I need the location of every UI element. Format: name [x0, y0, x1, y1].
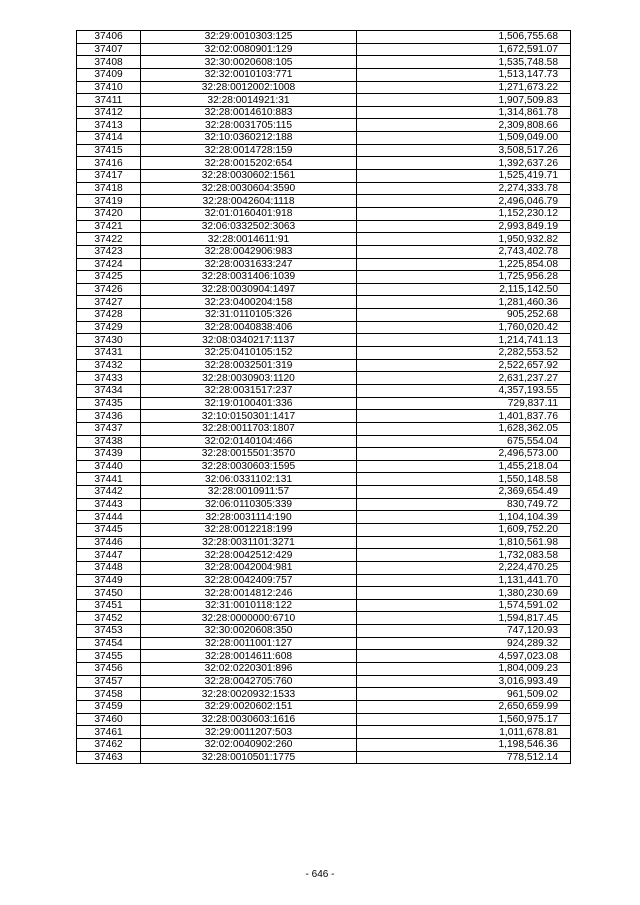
- row-number-cell: 37450: [77, 587, 141, 600]
- cadastral-number-cell: 32:29:0020602:151: [141, 700, 357, 713]
- cadastral-number-cell: 32:28:0014611:91: [141, 233, 357, 246]
- row-number-cell: 37430: [77, 334, 141, 347]
- table-row: [77, 347, 571, 360]
- amount-cell: 3,508,517.26: [357, 144, 571, 157]
- row-number-cell: 37435: [77, 397, 141, 410]
- page-number: - 646 -: [305, 869, 335, 880]
- table-row: [77, 283, 571, 296]
- amount-cell: 1,104,104.39: [357, 511, 571, 524]
- amount-cell: 1,314,861.78: [357, 106, 571, 119]
- row-number-cell: 37441: [77, 473, 141, 486]
- cadastral-number-cell: 32:28:0011703:1807: [141, 422, 357, 435]
- amount-cell: 1,152,230.12: [357, 207, 571, 220]
- table-row: [77, 473, 571, 486]
- cadastral-number-cell: 32:28:0030603:1616: [141, 713, 357, 726]
- amount-cell: 2,224,470.25: [357, 561, 571, 574]
- amount-cell: 1,271,673.22: [357, 81, 571, 94]
- row-number-cell: 37459: [77, 700, 141, 713]
- table-row: [77, 523, 571, 536]
- row-number-cell: 37433: [77, 372, 141, 385]
- row-number-cell: 37428: [77, 309, 141, 322]
- cadastral-number-cell: 32:28:0042409:757: [141, 574, 357, 587]
- row-number-cell: 37412: [77, 106, 141, 119]
- table-row: [77, 498, 571, 511]
- table-row: [77, 68, 571, 81]
- cadastral-number-cell: 32:28:0014921:31: [141, 94, 357, 107]
- row-number-cell: 37437: [77, 422, 141, 435]
- amount-cell: 1,550,148.58: [357, 473, 571, 486]
- row-number-cell: 37438: [77, 435, 141, 448]
- row-number-cell: 37436: [77, 410, 141, 423]
- amount-cell: 675,554.04: [357, 435, 571, 448]
- table-row: [77, 738, 571, 751]
- amount-cell: 2,369,654.49: [357, 486, 571, 499]
- row-number-cell: 37458: [77, 688, 141, 701]
- amount-cell: 1,281,460.36: [357, 296, 571, 309]
- row-number-cell: 37419: [77, 195, 141, 208]
- row-number-cell: 37449: [77, 574, 141, 587]
- cadastral-number-cell: 32:28:0010501:1775: [141, 751, 357, 764]
- cadastral-number-cell: 32:06:0110305:339: [141, 498, 357, 511]
- table-row: [77, 587, 571, 600]
- amount-cell: 2,496,046.79: [357, 195, 571, 208]
- amount-cell: 2,496,573.00: [357, 448, 571, 461]
- cadastral-number-cell: 32:08:0340217:1137: [141, 334, 357, 347]
- row-number-cell: 37417: [77, 170, 141, 183]
- amount-cell: 1,509,049.00: [357, 132, 571, 145]
- table-row: [77, 31, 571, 44]
- row-number-cell: 37444: [77, 511, 141, 524]
- table-row: [77, 195, 571, 208]
- table-row: [77, 321, 571, 334]
- cadastral-number-cell: 32:01:0160401:918: [141, 207, 357, 220]
- table-row: [77, 663, 571, 676]
- cadastral-number-cell: 32:28:0010911:57: [141, 486, 357, 499]
- table-row: [77, 81, 571, 94]
- cadastral-number-cell: 32:28:0042512:429: [141, 549, 357, 562]
- row-number-cell: 37432: [77, 359, 141, 372]
- row-number-cell: 37455: [77, 650, 141, 663]
- row-number-cell: 37448: [77, 561, 141, 574]
- cadastral-number-cell: 32:32:0010103:771: [141, 68, 357, 81]
- amount-cell: 2,282,553.52: [357, 347, 571, 360]
- amount-cell: 1,214,741.13: [357, 334, 571, 347]
- row-number-cell: 37460: [77, 713, 141, 726]
- amount-cell: 3,016,993.49: [357, 675, 571, 688]
- cadastral-number-cell: 32:02:0080901:129: [141, 43, 357, 56]
- table-row: [77, 132, 571, 145]
- amount-cell: 2,274,333.78: [357, 182, 571, 195]
- cadastral-number-cell: 32:30:0020608:350: [141, 625, 357, 638]
- cadastral-number-cell: 32:28:0042004:981: [141, 561, 357, 574]
- table-row: [77, 448, 571, 461]
- amount-cell: 2,631,237.27: [357, 372, 571, 385]
- cadastral-number-cell: 32:28:0011001:127: [141, 637, 357, 650]
- row-number-cell: 37423: [77, 245, 141, 258]
- amount-cell: 1,525,419.71: [357, 170, 571, 183]
- table-row: [77, 170, 571, 183]
- table-row: [77, 372, 571, 385]
- table-row: [77, 359, 571, 372]
- amount-cell: 1,804,009.23: [357, 663, 571, 676]
- table-row: [77, 561, 571, 574]
- amount-cell: 1,628,362.05: [357, 422, 571, 435]
- cadastral-number-cell: 32:06:0331102:131: [141, 473, 357, 486]
- row-number-cell: 37452: [77, 612, 141, 625]
- row-number-cell: 37454: [77, 637, 141, 650]
- cadastral-number-cell: 32:28:0031517:237: [141, 384, 357, 397]
- cadastral-number-cell: 32:28:0031101:3271: [141, 536, 357, 549]
- row-number-cell: 37407: [77, 43, 141, 56]
- cadastral-number-cell: 32:28:0030603:1595: [141, 460, 357, 473]
- row-number-cell: 37418: [77, 182, 141, 195]
- cadastral-number-cell: 32:28:0031406:1039: [141, 271, 357, 284]
- row-number-cell: 37447: [77, 549, 141, 562]
- row-number-cell: 37421: [77, 220, 141, 233]
- table-row: [77, 726, 571, 739]
- data-table-body: [77, 31, 571, 764]
- row-number-cell: 37445: [77, 523, 141, 536]
- cadastral-number-cell: 32:02:0220301:896: [141, 663, 357, 676]
- row-number-cell: 37426: [77, 283, 141, 296]
- table-row: [77, 410, 571, 423]
- cadastral-number-cell: 32:10:0150301:1417: [141, 410, 357, 423]
- cadastral-number-cell: 32:28:0014611:608: [141, 650, 357, 663]
- amount-cell: 1,380,230.69: [357, 587, 571, 600]
- table-row: [77, 700, 571, 713]
- table-row: [77, 182, 571, 195]
- table-row: [77, 688, 571, 701]
- row-number-cell: 37424: [77, 258, 141, 271]
- amount-cell: 2,650,659.99: [357, 700, 571, 713]
- amount-cell: 2,522,657.92: [357, 359, 571, 372]
- table-row: [77, 612, 571, 625]
- cadastral-number-cell: 32:28:0030904:1497: [141, 283, 357, 296]
- amount-cell: 1,609,752.20: [357, 523, 571, 536]
- amount-cell: 1,131,441.70: [357, 574, 571, 587]
- amount-cell: 1,760,020.42: [357, 321, 571, 334]
- amount-cell: 1,455,218.04: [357, 460, 571, 473]
- table-row: [77, 334, 571, 347]
- table-row: [77, 220, 571, 233]
- table-row: [77, 119, 571, 132]
- amount-cell: 2,309,808.66: [357, 119, 571, 132]
- row-number-cell: 37409: [77, 68, 141, 81]
- row-number-cell: 37413: [77, 119, 141, 132]
- data-table-container: [76, 30, 570, 764]
- amount-cell: 1,513,147.73: [357, 68, 571, 81]
- amount-cell: 924,289.32: [357, 637, 571, 650]
- cadastral-number-cell: 32:19:0100401:336: [141, 397, 357, 410]
- table-row: [77, 435, 571, 448]
- table-row: [77, 258, 571, 271]
- row-number-cell: 37443: [77, 498, 141, 511]
- cadastral-number-cell: 32:28:0000000:6710: [141, 612, 357, 625]
- table-row: [77, 94, 571, 107]
- table-row: [77, 43, 571, 56]
- cadastral-number-cell: 32:28:0012002:1008: [141, 81, 357, 94]
- cadastral-number-cell: 32:23:0400204:158: [141, 296, 357, 309]
- cadastral-number-cell: 32:29:0011207:503: [141, 726, 357, 739]
- table-row: [77, 751, 571, 764]
- table-row: [77, 271, 571, 284]
- cadastral-number-cell: 32:28:0042604:1118: [141, 195, 357, 208]
- cadastral-number-cell: 32:28:0042906:983: [141, 245, 357, 258]
- row-number-cell: 37408: [77, 56, 141, 69]
- amount-cell: 1,810,561.98: [357, 536, 571, 549]
- table-row: [77, 422, 571, 435]
- cadastral-number-cell: 32:28:0015202:654: [141, 157, 357, 170]
- cadastral-number-cell: 32:28:0020932:1533: [141, 688, 357, 701]
- cadastral-number-cell: 32:02:0140104:466: [141, 435, 357, 448]
- cadastral-number-cell: 32:28:0040838:406: [141, 321, 357, 334]
- cadastral-number-cell: 32:28:0031705:115: [141, 119, 357, 132]
- table-row: [77, 384, 571, 397]
- amount-cell: 961,509.02: [357, 688, 571, 701]
- amount-cell: 1,574,591.02: [357, 599, 571, 612]
- row-number-cell: 37456: [77, 663, 141, 676]
- cadastral-number-cell: 32:28:0030903:1120: [141, 372, 357, 385]
- amount-cell: 729,837.11: [357, 397, 571, 410]
- amount-cell: 1,594,817.45: [357, 612, 571, 625]
- cadastral-number-cell: 32:28:0014728:159: [141, 144, 357, 157]
- table-row: [77, 637, 571, 650]
- table-row: [77, 599, 571, 612]
- cadastral-number-cell: 32:10:0360212:188: [141, 132, 357, 145]
- amount-cell: 1,672,591.07: [357, 43, 571, 56]
- cadastral-number-cell: 32:28:0042705:760: [141, 675, 357, 688]
- amount-cell: 2,743,402.78: [357, 245, 571, 258]
- row-number-cell: 37414: [77, 132, 141, 145]
- row-number-cell: 37425: [77, 271, 141, 284]
- amount-cell: 1,725,956.28: [357, 271, 571, 284]
- row-number-cell: 37429: [77, 321, 141, 334]
- row-number-cell: 37451: [77, 599, 141, 612]
- table-row: [77, 144, 571, 157]
- amount-cell: 1,011,678.81: [357, 726, 571, 739]
- row-number-cell: 37410: [77, 81, 141, 94]
- cadastral-number-cell: 32:28:0031114:190: [141, 511, 357, 524]
- cadastral-number-cell: 32:06:0332502:3063: [141, 220, 357, 233]
- row-number-cell: 37411: [77, 94, 141, 107]
- table-row: [77, 233, 571, 246]
- amount-cell: 1,560,975.17: [357, 713, 571, 726]
- row-number-cell: 37446: [77, 536, 141, 549]
- row-number-cell: 37422: [77, 233, 141, 246]
- cadastral-number-cell: 32:31:0010118:122: [141, 599, 357, 612]
- cadastral-number-cell: 32:28:0030602:1561: [141, 170, 357, 183]
- table-row: [77, 309, 571, 322]
- table-row: [77, 157, 571, 170]
- cadastral-number-cell: 32:28:0031633:247: [141, 258, 357, 271]
- amount-cell: 1,950,932.82: [357, 233, 571, 246]
- row-number-cell: 37440: [77, 460, 141, 473]
- amount-cell: 1,392,637.26: [357, 157, 571, 170]
- row-number-cell: 37416: [77, 157, 141, 170]
- row-number-cell: 37461: [77, 726, 141, 739]
- table-row: [77, 713, 571, 726]
- amount-cell: 905,252.68: [357, 309, 571, 322]
- row-number-cell: 37431: [77, 347, 141, 360]
- row-number-cell: 37415: [77, 144, 141, 157]
- row-number-cell: 37420: [77, 207, 141, 220]
- amount-cell: 4,357,193.55: [357, 384, 571, 397]
- table-row: [77, 486, 571, 499]
- table-row: [77, 245, 571, 258]
- row-number-cell: 37434: [77, 384, 141, 397]
- amount-cell: 1,198,546.36: [357, 738, 571, 751]
- cadastral-number-cell: 32:28:0014610:883: [141, 106, 357, 119]
- amount-cell: 1,225,854.08: [357, 258, 571, 271]
- table-row: [77, 207, 571, 220]
- amount-cell: 4,597,023.08: [357, 650, 571, 663]
- amount-cell: 1,732,083.58: [357, 549, 571, 562]
- row-number-cell: 37406: [77, 31, 141, 44]
- cadastral-number-cell: 32:28:0012218:199: [141, 523, 357, 536]
- amount-cell: 1,907,509.83: [357, 94, 571, 107]
- table-row: [77, 536, 571, 549]
- cadastral-number-cell: 32:28:0015501:3570: [141, 448, 357, 461]
- row-number-cell: 37439: [77, 448, 141, 461]
- cadastral-number-cell: 32:28:0030604:3590: [141, 182, 357, 195]
- cadastral-number-cell: 32:28:0032501:319: [141, 359, 357, 372]
- row-number-cell: 37457: [77, 675, 141, 688]
- table-row: [77, 574, 571, 587]
- amount-cell: 778,512.14: [357, 751, 571, 764]
- table-row: [77, 460, 571, 473]
- table-row: [77, 549, 571, 562]
- cadastral-number-cell: 32:29:0010303:125: [141, 31, 357, 44]
- amount-cell: 1,535,748.58: [357, 56, 571, 69]
- data-table: [76, 30, 571, 764]
- row-number-cell: 37427: [77, 296, 141, 309]
- table-row: [77, 106, 571, 119]
- amount-cell: 2,993,849.19: [357, 220, 571, 233]
- cadastral-number-cell: 32:30:0020608:105: [141, 56, 357, 69]
- amount-cell: 2,115,142.50: [357, 283, 571, 296]
- cadastral-number-cell: 32:25:0410105:152: [141, 347, 357, 360]
- table-row: [77, 650, 571, 663]
- row-number-cell: 37453: [77, 625, 141, 638]
- amount-cell: 747,120.93: [357, 625, 571, 638]
- cadastral-number-cell: 32:31:0110105:326: [141, 309, 357, 322]
- amount-cell: 830,749.72: [357, 498, 571, 511]
- row-number-cell: 37462: [77, 738, 141, 751]
- cadastral-number-cell: 32:02:0040902:260: [141, 738, 357, 751]
- cadastral-number-cell: 32:28:0014812:246: [141, 587, 357, 600]
- table-row: [77, 625, 571, 638]
- amount-cell: 1,401,837.76: [357, 410, 571, 423]
- row-number-cell: 37442: [77, 486, 141, 499]
- row-number-cell: 37463: [77, 751, 141, 764]
- amount-cell: 1,506,755.68: [357, 31, 571, 44]
- table-row: [77, 675, 571, 688]
- table-row: [77, 397, 571, 410]
- table-row: [77, 511, 571, 524]
- table-row: [77, 56, 571, 69]
- table-row: [77, 296, 571, 309]
